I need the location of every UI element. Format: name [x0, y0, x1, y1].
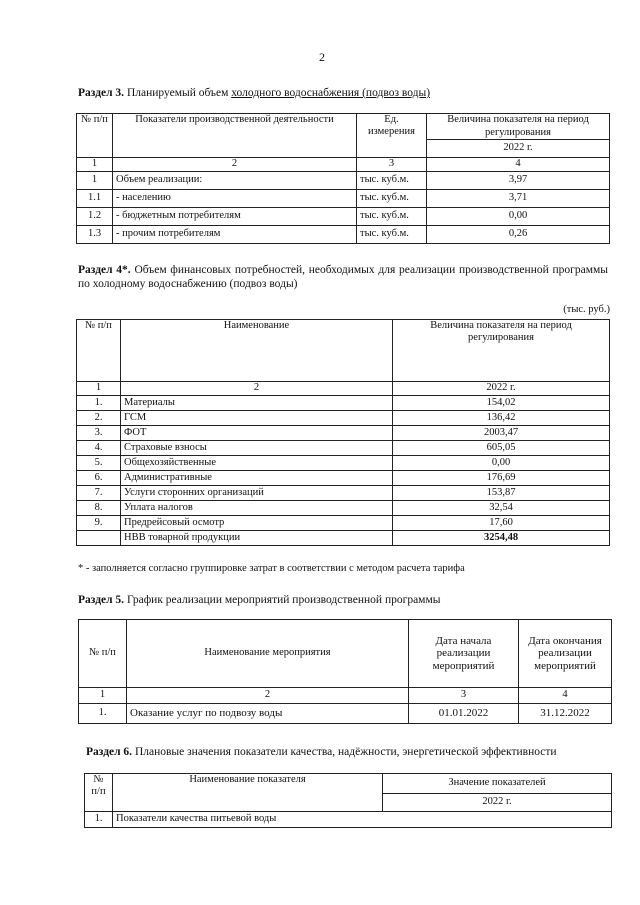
- section5-title: График реализации мероприятий производственной программы: [126, 594, 441, 606]
- row-start: 01.01.2022: [409, 704, 519, 724]
- row-name: Материалы: [121, 396, 393, 411]
- row-value: 17,60: [393, 516, 610, 531]
- row-num: 5.: [77, 456, 121, 471]
- section4-label: Раздел 4*.: [78, 264, 131, 276]
- section3-label: Раздел 3.: [78, 87, 125, 99]
- currency-note: (тыс. руб.): [563, 304, 610, 315]
- col-header-name: Наименование мероприятия: [127, 620, 409, 688]
- row-num: 4.: [77, 441, 121, 456]
- total-num: [77, 531, 121, 546]
- row-value: 176,69: [393, 471, 610, 486]
- col-header-end: Дата окончания реализации мероприятий: [519, 620, 612, 688]
- index-cell: 3: [357, 158, 427, 172]
- col-header-year: 2022 г.: [427, 140, 610, 158]
- row-num: 1.: [77, 396, 121, 411]
- row-name: ФОТ: [121, 426, 393, 441]
- index-cell: 2: [121, 382, 393, 396]
- table-row: [85, 812, 612, 828]
- col-header-year: 2022 г.: [383, 794, 612, 812]
- section3-title-underlined: холодного водоснабжения (подвоз воды): [231, 87, 431, 99]
- section4-title: Объем финансовых потребностей, необходимых для реализации производственной программы по холодному водоснабжению (подвоз воды): [78, 264, 609, 291]
- col-header-value: Значение показателей: [383, 774, 612, 794]
- total-name: НВВ товарной продукции: [121, 531, 393, 546]
- table-row: [77, 411, 610, 426]
- row-num: 1.: [79, 704, 127, 724]
- row-value: 32,54: [393, 501, 610, 516]
- total-value: 3254,48: [393, 531, 610, 546]
- col-header-unit: Ед. измерения: [357, 114, 427, 158]
- col-header-num: № п/п: [77, 114, 113, 158]
- section4-footnote: * - заполняется согласно группировке затрат в соответствии с методом расчета тарифа: [78, 563, 465, 574]
- section3-title: Планируемый объем: [126, 87, 232, 99]
- section4-table: [76, 319, 610, 546]
- row-name: - бюджетным потребителям: [113, 208, 357, 226]
- row-name: Административные: [121, 471, 393, 486]
- row-name: Уплата налогов: [121, 501, 393, 516]
- row-name: Показатели качества питьевой воды: [113, 812, 612, 828]
- col-header-num: № п/п: [85, 774, 113, 812]
- row-value: 0,00: [427, 208, 610, 226]
- row-unit: тыс. куб.м.: [357, 208, 427, 226]
- page-number: 2: [319, 50, 325, 64]
- col-header-start: Дата начала реализации мероприятий: [409, 620, 519, 688]
- row-unit: тыс. куб.м.: [357, 226, 427, 244]
- section4-heading: [78, 263, 608, 292]
- table-row: [79, 704, 612, 724]
- table-row: [77, 516, 610, 531]
- row-num: 1.3: [77, 226, 113, 244]
- index-cell: 4: [427, 158, 610, 172]
- col-header-name: Наименование показателя: [113, 774, 383, 812]
- index-cell: 3: [409, 688, 519, 704]
- table-row: [77, 486, 610, 501]
- col-header-num: № п/п: [79, 620, 127, 688]
- index-cell: 1: [79, 688, 127, 704]
- row-value: 136,42: [393, 411, 610, 426]
- row-name: - населению: [113, 190, 357, 208]
- row-end: 31.12.2022: [519, 704, 612, 724]
- row-name: Услуги сторонних организаций: [121, 486, 393, 501]
- table-row: [77, 208, 610, 226]
- row-value: 154,02: [393, 396, 610, 411]
- index-cell: 2: [127, 688, 409, 704]
- row-num: 6.: [77, 471, 121, 486]
- index-cell: 4: [519, 688, 612, 704]
- table-row: [77, 441, 610, 456]
- index-cell: 2: [113, 158, 357, 172]
- table-row: [77, 226, 610, 244]
- section5-label: Раздел 5.: [78, 594, 125, 606]
- section3-table: [76, 113, 610, 244]
- row-value: 0,00: [393, 456, 610, 471]
- col-header-value: Величина показателя на период регулирования: [393, 320, 610, 382]
- section5-table: [78, 619, 612, 724]
- row-num: 1.1: [77, 190, 113, 208]
- row-num: 3.: [77, 426, 121, 441]
- total-row: [77, 531, 610, 546]
- col-header-num: № п/п: [77, 320, 121, 382]
- section5-heading: [78, 593, 608, 607]
- table-row: [77, 501, 610, 516]
- section6-title: Плановые значения показатели качества, надёжности, энергетической эффективности: [134, 746, 557, 758]
- table-row: [77, 456, 610, 471]
- row-value: 3,71: [427, 190, 610, 208]
- index-cell: 1: [77, 382, 121, 396]
- row-value: 0,26: [427, 226, 610, 244]
- row-value: 153,87: [393, 486, 610, 501]
- row-value: 2003,47: [393, 426, 610, 441]
- index-cell: 2022 г.: [393, 382, 610, 396]
- col-header-name: Наименование: [121, 320, 393, 382]
- row-num: 9.: [77, 516, 121, 531]
- row-name: - прочим потребителям: [113, 226, 357, 244]
- row-name: Объем реализации:: [113, 172, 357, 190]
- row-num: 7.: [77, 486, 121, 501]
- section6-table: [84, 773, 612, 828]
- row-num: 1: [77, 172, 113, 190]
- row-num: 8.: [77, 501, 121, 516]
- col-header-value: Величина показателя на период регулирования: [427, 114, 610, 140]
- row-unit: тыс. куб.м.: [357, 190, 427, 208]
- row-num: 2.: [77, 411, 121, 426]
- table-row: [77, 172, 610, 190]
- index-cell: 1: [77, 158, 113, 172]
- section6-heading: [86, 745, 616, 759]
- section3-heading: [78, 86, 598, 100]
- row-name: Предрейсовый осмотр: [121, 516, 393, 531]
- row-name: ГСМ: [121, 411, 393, 426]
- row-value: 605,05: [393, 441, 610, 456]
- row-unit: тыс. куб.м.: [357, 172, 427, 190]
- table-row: [77, 471, 610, 486]
- table-row: [77, 426, 610, 441]
- row-num: 1.2: [77, 208, 113, 226]
- row-num: 1.: [85, 812, 113, 828]
- table-row: [77, 396, 610, 411]
- row-name: Страховые взносы: [121, 441, 393, 456]
- row-value: 3,97: [427, 172, 610, 190]
- section6-label: Раздел 6.: [86, 746, 133, 758]
- table-row: [77, 190, 610, 208]
- col-header-indicator: Показатели производственной деятельности: [113, 114, 357, 158]
- row-name: Оказание услуг по подвозу воды: [127, 704, 409, 724]
- row-name: Общехозяйственные: [121, 456, 393, 471]
